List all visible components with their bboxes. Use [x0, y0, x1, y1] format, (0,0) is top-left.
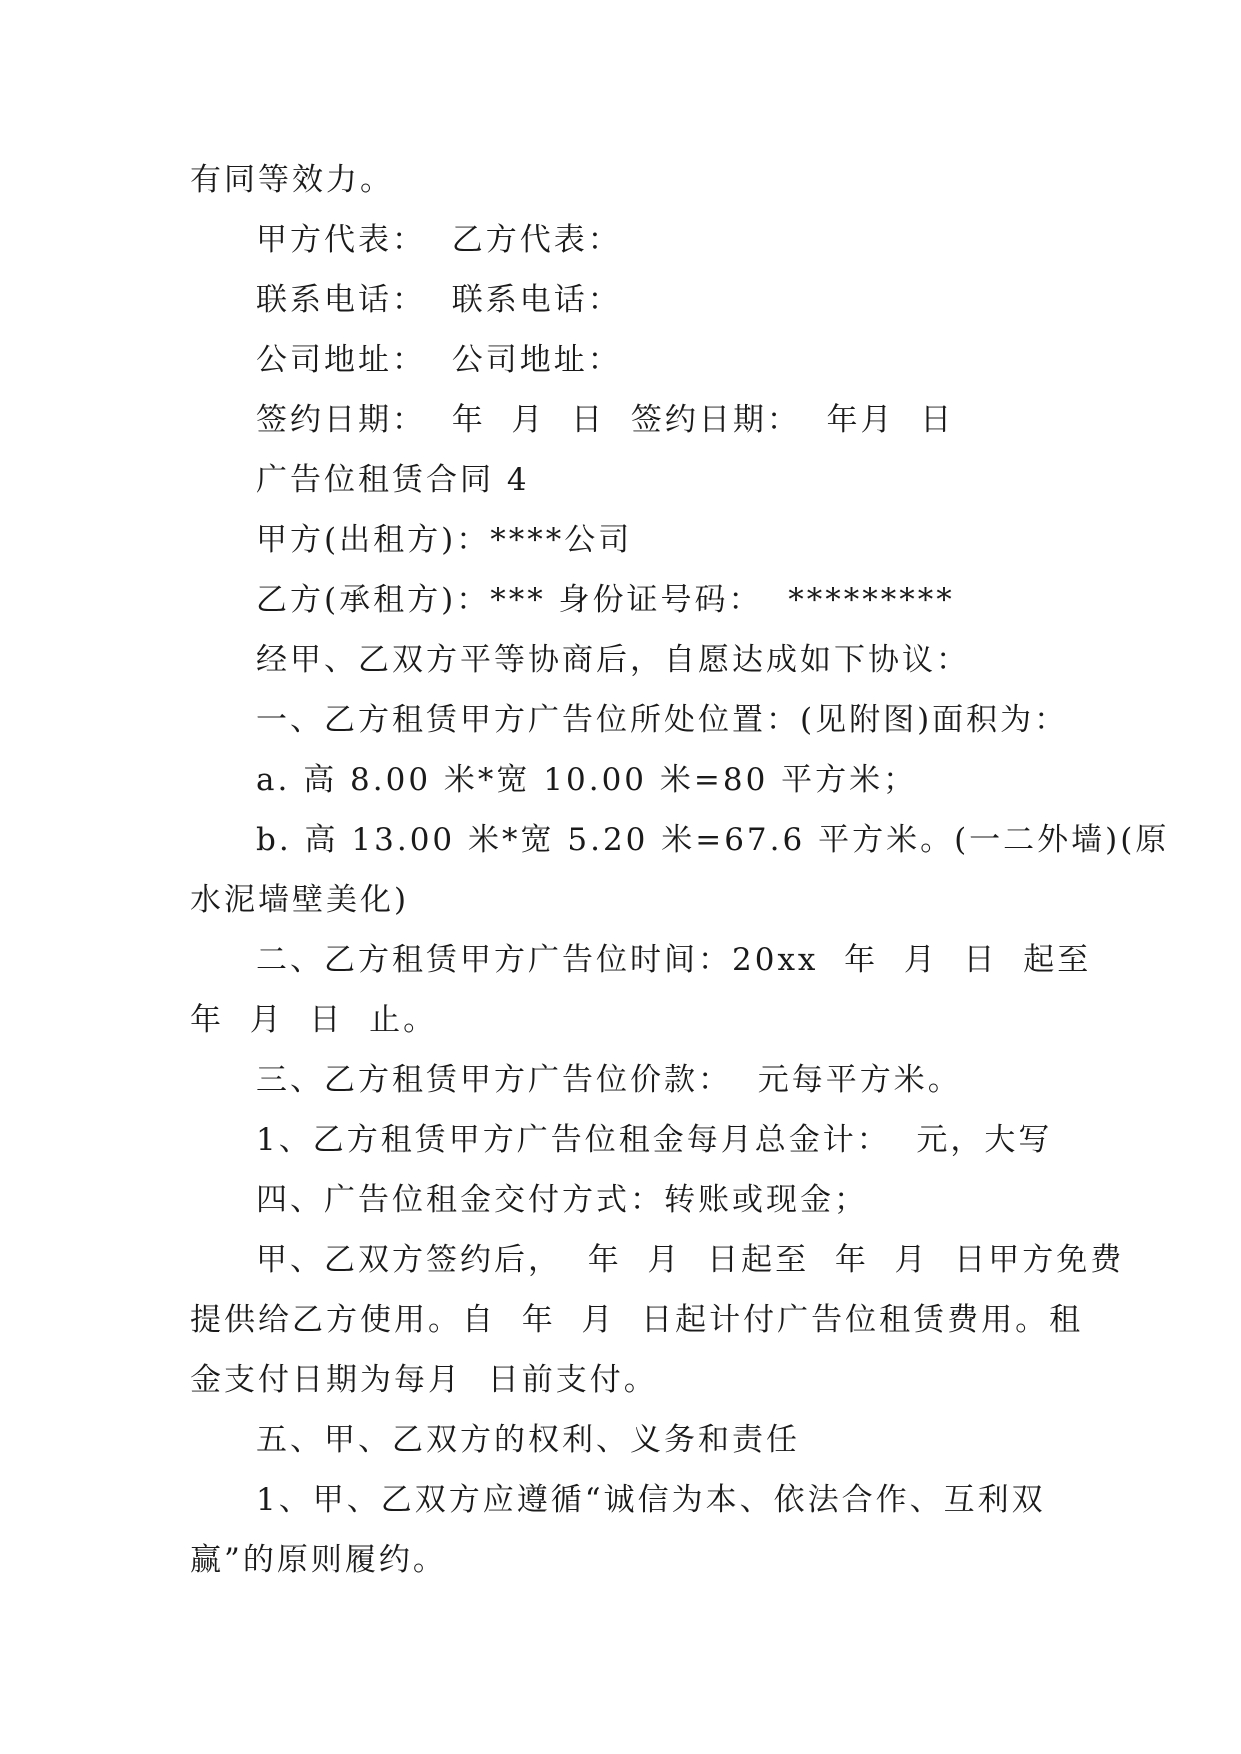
- clause-1-location: 一、乙方租赁甲方广告位所处位置：(见附图)面积为：: [256, 702, 1069, 738]
- representative-line: 甲方代表： 乙方代表：: [256, 222, 622, 258]
- clause-3-price: 三、乙方租赁甲方广告位价款： 元每平方米。: [256, 1062, 962, 1098]
- area-item-a: a. 高 8.00 米*宽 10.00 米=80 平方米；: [256, 762, 918, 798]
- agreement-intro: 经甲、乙双方平等协商后，自愿达成如下协议：: [256, 642, 970, 678]
- payment-date-line: 金支付日期为每月 日前支付。: [190, 1362, 658, 1398]
- clause-4-payment-method: 四、广告位租金交付方式：转账或现金；: [256, 1182, 868, 1218]
- clause-5-heading: 五、甲、乙双方的权利、义务和责任: [256, 1422, 800, 1458]
- free-period-continuation: 提供给乙方使用。自 年 月 日起计付广告位租赁费用。租: [190, 1302, 1084, 1338]
- area-item-b: b. 高 13.00 米*宽 5.20 米=67.6 平方米。(一二外墙)(原: [256, 822, 1170, 858]
- free-period-line: 甲、乙双方签约后， 年 月 日起至 年 月 日甲方免费: [256, 1242, 1125, 1278]
- clause-5-item-1: 1、甲、乙双方应遵循“诚信为本、依法合作、互利双: [256, 1482, 1046, 1518]
- document-body: [190, 150, 1170, 1590]
- address-line: 公司地址： 公司地址：: [256, 342, 622, 378]
- clause-2-term-continuation: 年 月 日 止。: [190, 1002, 438, 1038]
- paragraph-continuation: 有同等效力。: [190, 162, 394, 198]
- area-item-b-continuation: 水泥墙壁美化): [190, 882, 410, 918]
- signing-date-line: 签约日期： 年 月 日 签约日期： 年月 日: [256, 402, 955, 438]
- contract-title: 广告位租赁合同 4: [256, 462, 530, 498]
- party-b-line: 乙方(承租方)：*** 身份证号码： *********: [256, 582, 955, 618]
- clause-5-item-1-continuation: 赢”的原则履约。: [190, 1542, 447, 1578]
- clause-3-monthly-rent: 1、乙方租赁甲方广告位租金每月总金计： 元，大写: [256, 1122, 1053, 1158]
- phone-line: 联系电话： 联系电话：: [256, 282, 622, 318]
- party-a-line: 甲方(出租方)：****公司: [256, 522, 633, 558]
- clause-2-term: 二、乙方租赁甲方广告位时间：20xx 年 月 日 起至: [256, 942, 1092, 978]
